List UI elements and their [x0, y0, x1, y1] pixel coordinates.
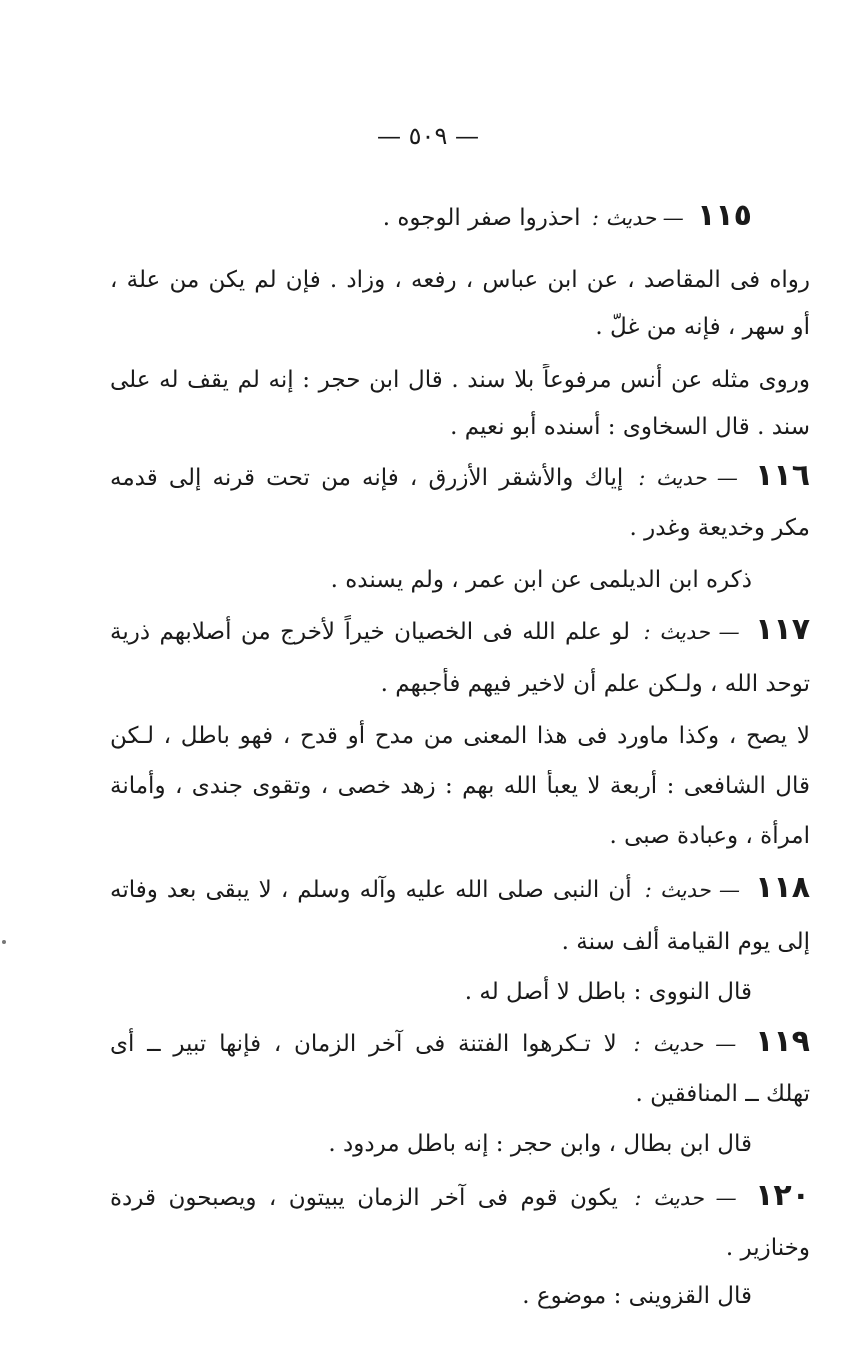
- commentary-line: قال القزوينى : موضوع .: [522, 1283, 752, 1309]
- hadith-text-line: مكر وخديعة وغدر .: [629, 515, 810, 541]
- scan-speck: [2, 940, 6, 944]
- hadith-text: أن النبى صلى الله عليه وآله وسلم ، لا يبقى بعد وفاته: [110, 877, 632, 903]
- hadith-number: ١١٥: [697, 200, 752, 233]
- hadith-text-line: توحد الله ، ولـكن علم أن لاخير فيهم فأجبهم .: [380, 671, 810, 697]
- hadith-116-line: [110, 460, 810, 494]
- hadith-label: — حديث :: [591, 206, 684, 230]
- hadith-label: — حديث :: [633, 1032, 737, 1056]
- commentary-line: قال النووى : باطل لا أصل له .: [464, 979, 752, 1005]
- hadith-label: — حديث :: [643, 620, 740, 644]
- commentary-line: رواه فى المقاصد ، عن ابن عباس ، رفعه ، وزاد . فإن لم يكن من علة ،: [110, 267, 810, 293]
- hadith-label: — حديث :: [634, 1186, 737, 1210]
- hadith-text: يكون قوم فى آخر الزمان يبيتون ، ويصبحون قردة: [110, 1185, 618, 1211]
- hadith-text: لا تـكرهوا الفتنة فى آخر الزمان ، فإنها تبير ــ أى: [110, 1031, 617, 1057]
- hadith-label: — حديث :: [644, 878, 741, 902]
- hadith-118-line: [110, 872, 810, 906]
- commentary-line: امرأة ، وعبادة صبى .: [609, 823, 810, 849]
- hadith-117-line: [110, 614, 810, 648]
- page-number: — ٥٠٩ —: [377, 122, 479, 150]
- hadith-119-line: [110, 1026, 810, 1060]
- hadith-number: ١١٧: [755, 614, 810, 647]
- hadith-text-line: تهلك ــ المنافقين .: [635, 1081, 810, 1107]
- hadith-number: ١١٩: [755, 1026, 810, 1059]
- hadith-text-line: إلى يوم القيامة ألف سنة .: [561, 929, 810, 955]
- hadith-text: احذروا صفر الوجوه .: [382, 205, 581, 231]
- hadith-number: ١١٦: [755, 460, 810, 493]
- hadith-text-line: وخنازير .: [725, 1235, 810, 1261]
- hadith-number: ١١٨: [755, 872, 810, 905]
- commentary-line: لا يصح ، وكذا ماورد فى هذا المعنى من مدح أو قدح ، فهو باطل ، لـكن: [110, 723, 810, 749]
- commentary-line: قال الشافعى : أربعة لا يعبأ الله بهم : زهد خصى ، وتقوى جندى ، وأمانة: [110, 773, 810, 799]
- commentary-line: وروى مثله عن أنس مرفوعاً بلا سند . قال ابن حجر : إنه لم يقف له على: [110, 367, 810, 393]
- hadith-number: ١٢٠: [755, 1180, 810, 1213]
- commentary-line: ذكره ابن الديلمى عن ابن عمر ، ولم يسنده .: [330, 567, 752, 593]
- hadith-text: لو علم الله فى الخصيان خيراً لأخرج من أصلابهم ذرية: [110, 619, 631, 645]
- hadith-120-line: [110, 1180, 810, 1214]
- hadith-115-line: [110, 200, 752, 234]
- commentary-line: قال ابن بطال ، وابن حجر : إنه باطل مردود .: [328, 1131, 752, 1157]
- hadith-label: — حديث :: [638, 466, 738, 490]
- commentary-line: سند . قال السخاوى : أسنده أبو نعيم .: [450, 414, 810, 440]
- hadith-text: إياك والأشقر الأزرق ، فإنه من تحت قرنه إلى قدمه: [110, 465, 624, 491]
- commentary-line: أو سهر ، فإنه من غلّ .: [595, 314, 810, 340]
